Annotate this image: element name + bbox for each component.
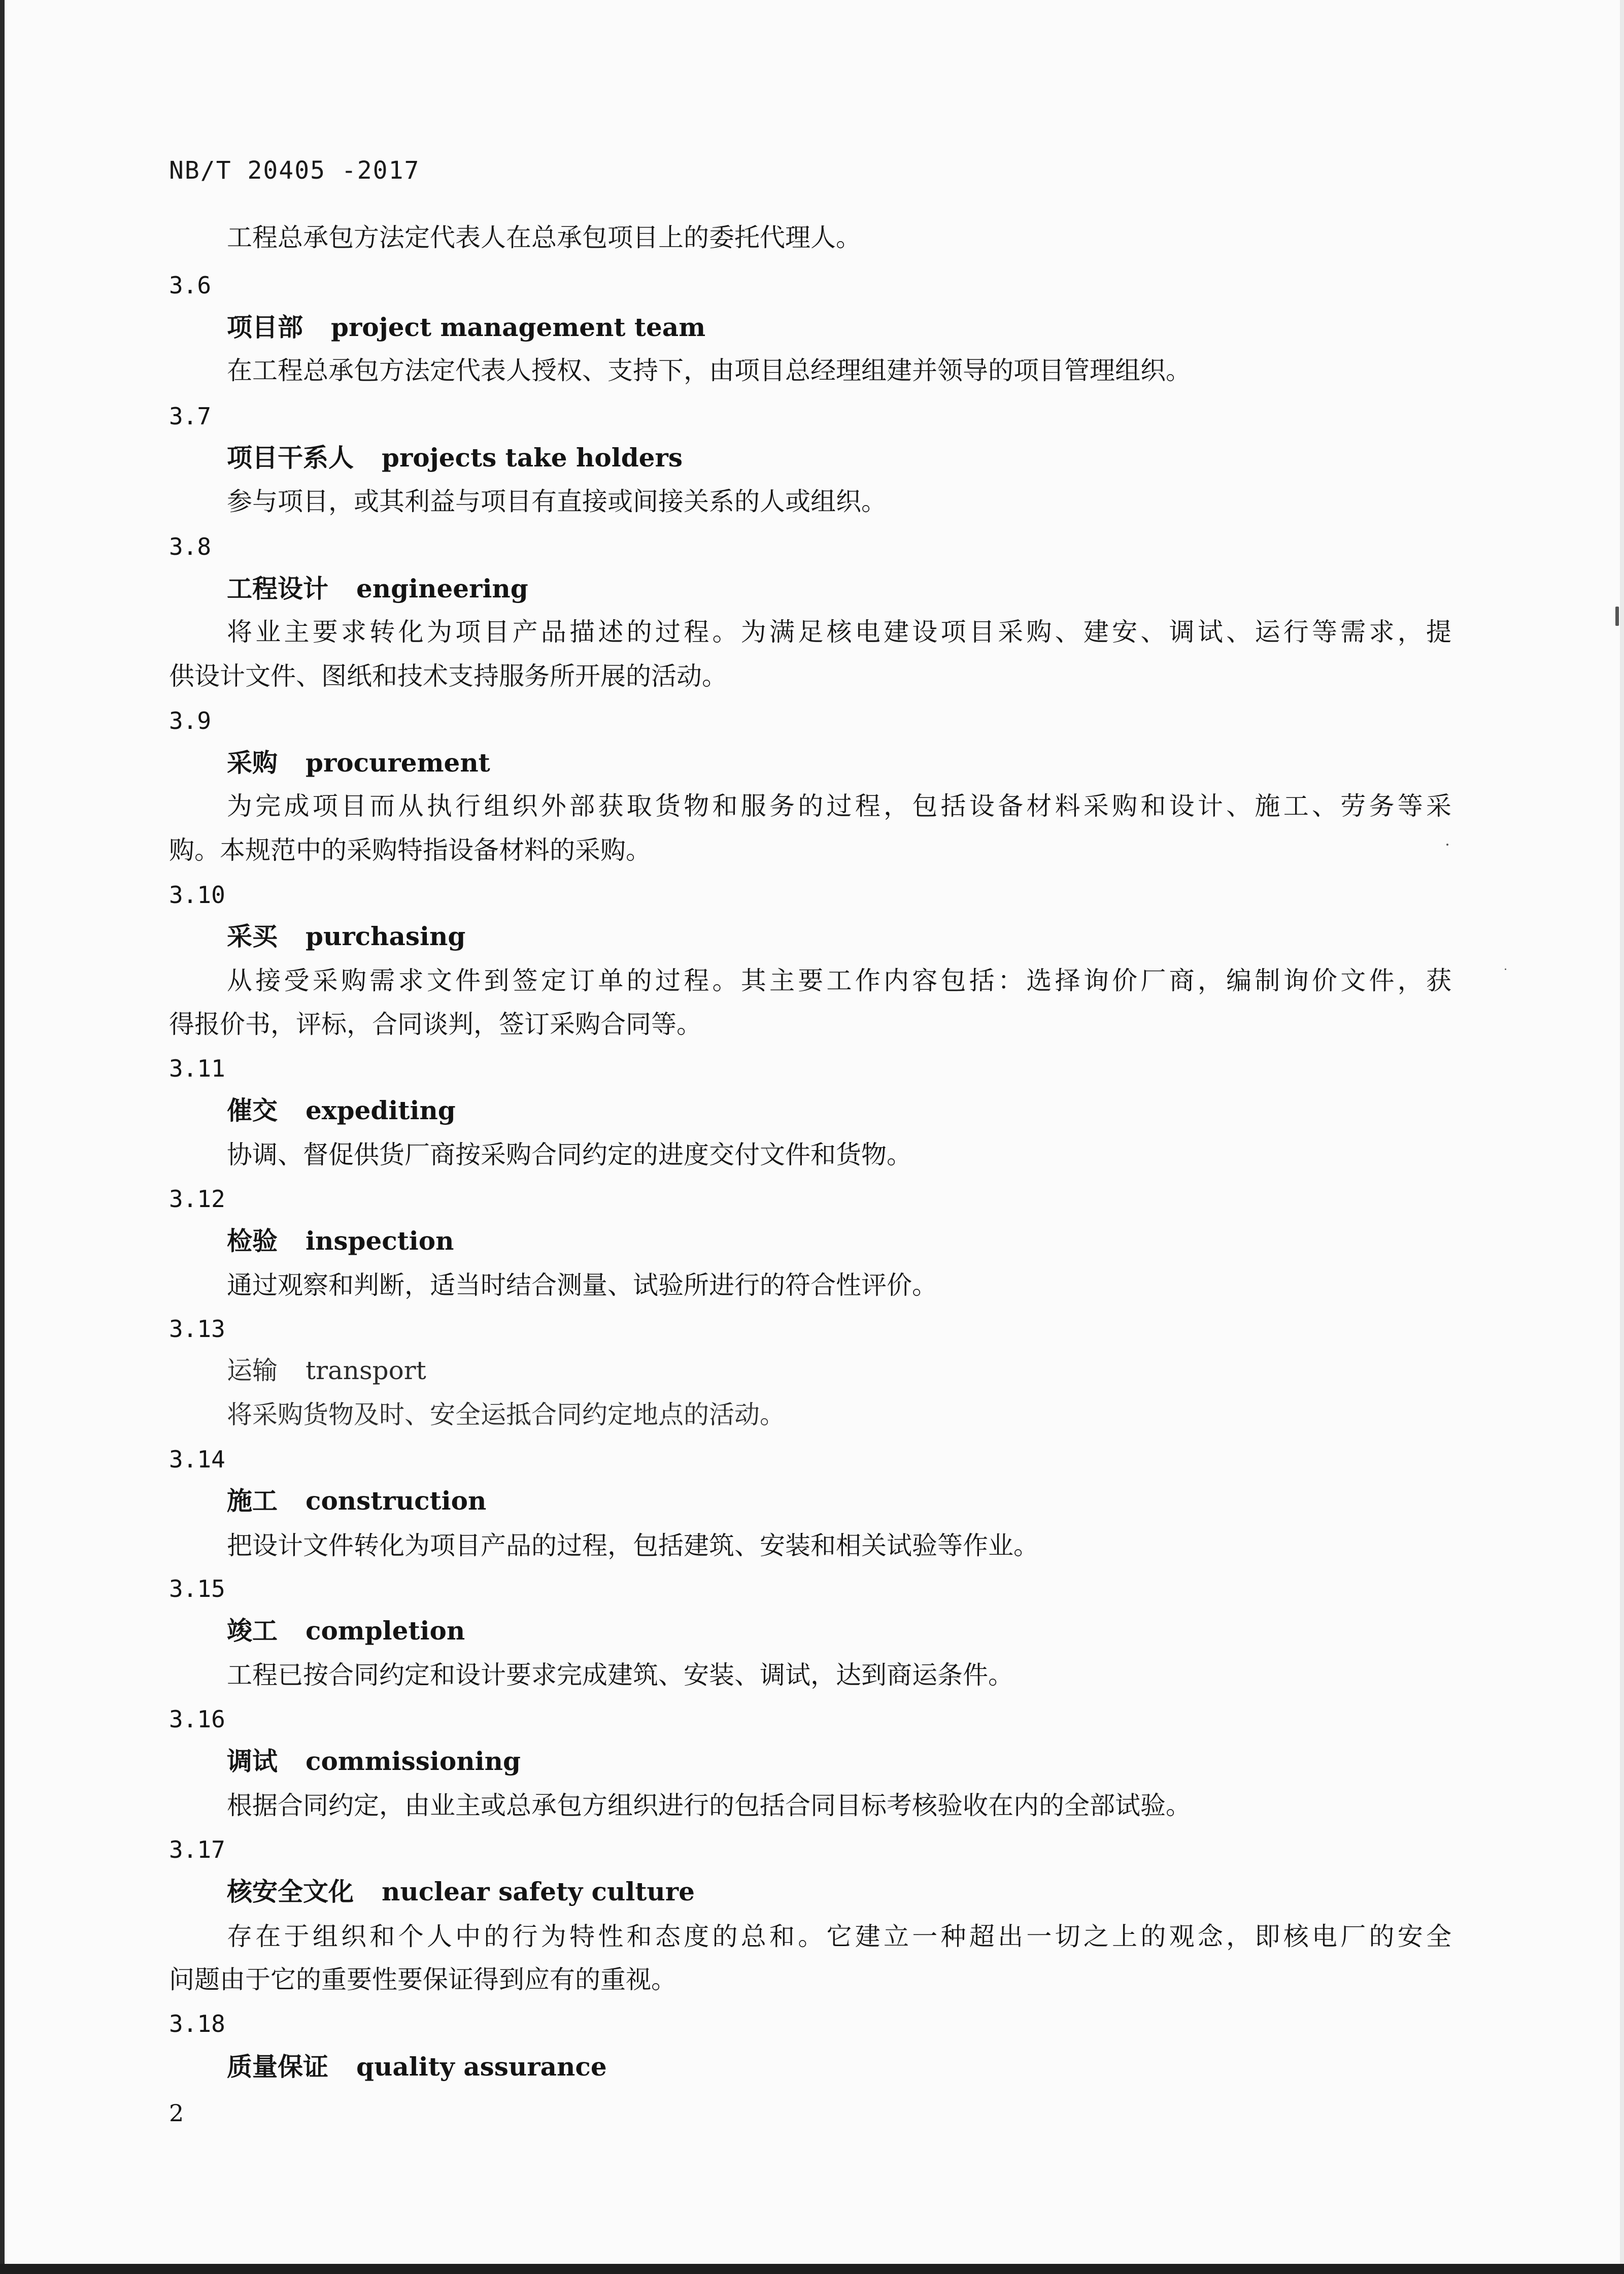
- term-zh: 检验: [227, 1226, 278, 1256]
- scan-speck: [1446, 844, 1448, 846]
- definition-line: 问题由于它的重要性要保证得到应有的重视。: [169, 1965, 676, 1994]
- definition-line: 在工程总承包方法定代表人授权、支持下，由项目总经理组建并领导的项目管理组织。: [227, 356, 1191, 385]
- definition-line: 参与项目，或其利益与项目有直接或间接关系的人或组织。: [227, 487, 887, 516]
- term-zh: 施工: [227, 1486, 278, 1516]
- definition-line: 得报价书，评标，合同谈判，签订采购合同等。: [169, 1010, 702, 1039]
- scan-speck: [1505, 968, 1506, 970]
- definition-line: 供设计文件、图纸和技术支持服务所开展的活动。: [169, 661, 727, 691]
- term-en: nuclear safety culture: [382, 1877, 695, 1907]
- definition-line: 将业主要求转化为项目产品描述的过程。为满足核电建设项目采购、建安、调试、运行等需求，提: [227, 617, 1451, 647]
- definition-line: 从接受采购需求文件到签定订单的过程。其主要工作内容包括：选择询价厂商，编制询价文件，获: [227, 966, 1451, 995]
- term-heading: [227, 2052, 607, 2082]
- definition-line: 把设计文件转化为项目产品的过程，包括建筑、安装和相关试验等作业。: [227, 1531, 1039, 1560]
- term-heading: [227, 574, 528, 604]
- term-zh: 核安全文化: [227, 1877, 354, 1907]
- term-heading: [227, 1226, 454, 1256]
- clause-number: 3.12: [169, 1185, 225, 1213]
- definition-line: 购。本规范中的采购特指设备材料的采购。: [169, 835, 651, 865]
- term-zh: 项目干系人: [227, 443, 354, 473]
- term-en: projects take holders: [382, 443, 683, 473]
- term-en: project management team: [331, 312, 706, 342]
- term-heading: [227, 1095, 456, 1126]
- clause-number: 3.14: [169, 1446, 225, 1473]
- term-zh: 质量保证: [227, 2052, 328, 2082]
- term-heading: [227, 1877, 695, 1907]
- term-zh: 采购: [227, 748, 278, 778]
- scan-edge-bottom: [0, 2264, 1624, 2274]
- definition-line: 通过观察和判断，适当时结合测量、试验所进行的符合性评价。: [227, 1270, 937, 1300]
- clause-number: 3.16: [169, 1706, 225, 1733]
- term-en: construction: [306, 1486, 487, 1516]
- term-heading: [227, 1486, 486, 1516]
- term-en: procurement: [306, 748, 490, 778]
- clause-number: 3.17: [169, 1836, 225, 1863]
- term-zh: 催交: [227, 1095, 278, 1125]
- clause-number: 3.15: [169, 1575, 225, 1602]
- term-en: completion: [306, 1616, 465, 1646]
- scan-edge-left: [0, 0, 5, 2274]
- term-heading: [227, 921, 465, 952]
- term-en: quality assurance: [356, 2052, 607, 2082]
- definition-line: 协调、督促供货厂商按采购合同约定的进度交付文件和货物。: [227, 1140, 912, 1169]
- definition-line: 为完成项目而从执行组织外部获取货物和服务的过程，包括设备材料采购和设计、施工、劳务等采: [227, 791, 1451, 821]
- definition-line: 工程已按合同约定和设计要求完成建筑、安装、调试，达到商运条件。: [227, 1660, 1013, 1690]
- definition-line: 存在于组织和个人中的行为特性和态度的总和。它建立一种超出一切之上的观念，即核电厂的安全: [227, 1922, 1451, 1951]
- clause-number: 3.6: [169, 272, 212, 299]
- term-zh: 调试: [227, 1746, 278, 1776]
- term-en: transport: [306, 1356, 426, 1385]
- term-heading: [227, 1616, 465, 1646]
- clause-number: 3.8: [169, 533, 212, 560]
- clause-number: 3.9: [169, 707, 212, 734]
- term-zh: 运输: [227, 1356, 278, 1385]
- term-en: purchasing: [306, 921, 466, 951]
- term-heading: [227, 1746, 521, 1777]
- clause-number: 3.11: [169, 1055, 225, 1082]
- term-zh: 竣工: [227, 1616, 278, 1646]
- term-heading: [227, 748, 490, 778]
- term-en: inspection: [306, 1226, 454, 1256]
- page-number: 2: [169, 2099, 184, 2127]
- term-zh: 采买: [227, 921, 278, 951]
- clause-number: 3.7: [169, 403, 212, 430]
- document-header: NB/T 20405 -2017: [169, 156, 420, 185]
- intro-definition: 工程总承包方法定代表人在总承包项目上的委托代理人。: [227, 223, 861, 252]
- term-heading: [227, 1355, 426, 1386]
- scan-edge-right: [1620, 0, 1624, 2264]
- clause-number: 3.18: [169, 2010, 225, 2037]
- clause-number: 3.10: [169, 881, 225, 909]
- term-en: engineering: [356, 574, 528, 604]
- definition-line: 根据合同约定，由业主或总承包方组织进行的包括合同目标考核验收在内的全部试验。: [227, 1791, 1191, 1820]
- term-heading: [227, 312, 705, 343]
- scan-speck: [1615, 607, 1619, 626]
- definition-line: 将采购货物及时、安全运抵合同约定地点的活动。: [227, 1400, 785, 1429]
- term-zh: 工程设计: [227, 574, 328, 604]
- term-en: commissioning: [306, 1746, 521, 1776]
- term-heading: [227, 443, 683, 473]
- term-en: expediting: [306, 1095, 456, 1125]
- clause-number: 3.13: [169, 1315, 225, 1343]
- term-zh: 项目部: [227, 312, 303, 342]
